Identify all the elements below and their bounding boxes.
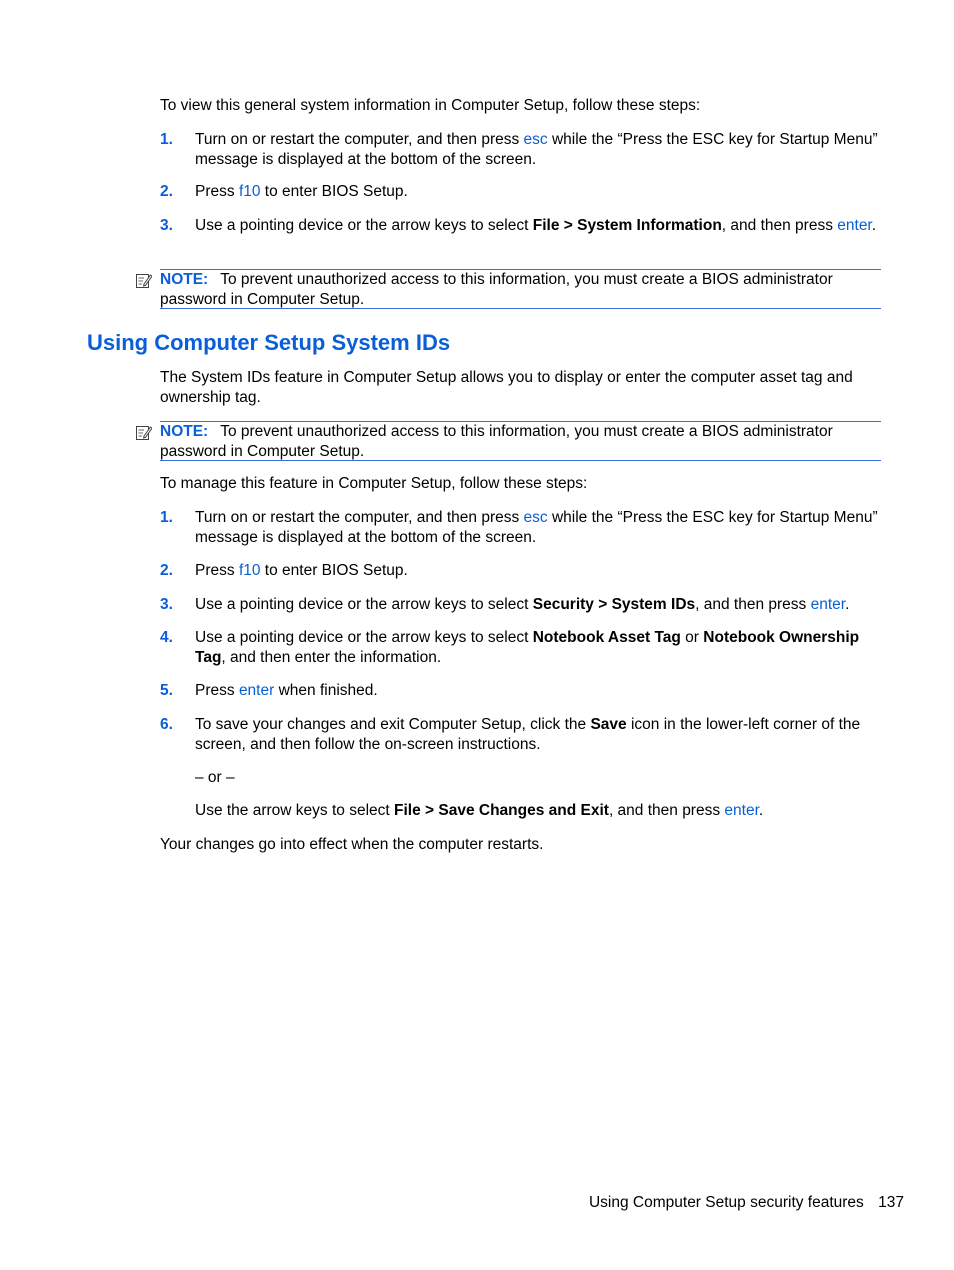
step-text: To save your changes and exit Computer Setup, click the Save icon in the lower-left corner of the screen, and then follow the on-screen instructions. <box>195 716 861 753</box>
closing-paragraph: Your changes go into effect when the computer restarts. <box>160 836 544 853</box>
intro-paragraph: To view this general system information in Computer Setup, follow these steps: <box>160 97 701 114</box>
step-number: 6. <box>160 716 173 733</box>
footer-section-title: Using Computer Setup security features <box>588 1194 864 1211</box>
step-alt-text: Use the arrow keys to select File > Save Changes and Exit, and then press enter. <box>195 802 764 819</box>
key-f10: f10 <box>238 183 261 200</box>
note-text: To prevent unauthorized access to this information, you must create a BIOS administrator password in Computer Setup. <box>160 271 833 308</box>
page-footer <box>589 1193 904 1213</box>
note-label: NOTE: <box>160 271 209 288</box>
page-number: 137 <box>878 1194 904 1211</box>
step-text: Turn on or restart the computer, and then press esc while the “Press the ESC key for Startup Menu” message is displayed at the bottom of the screen. <box>195 509 878 546</box>
note-pencil-icon <box>136 272 152 289</box>
key-enter: enter <box>837 217 872 234</box>
step-text: Press f10 to enter BIOS Setup. <box>195 183 408 200</box>
note-box <box>160 421 881 461</box>
step-text: Use a pointing device or the arrow keys to select File > System Information, and then press enter. <box>195 217 877 234</box>
key-enter: enter <box>810 596 846 613</box>
note-pencil-icon <box>136 424 152 441</box>
step-number: 1. <box>160 509 173 526</box>
step-number: 2. <box>160 183 173 200</box>
step-text: Press f10 to enter BIOS Setup. <box>195 562 408 579</box>
or-separator: – or – <box>195 769 235 786</box>
step-number: 4. <box>160 629 173 646</box>
key-esc: esc <box>523 131 548 148</box>
step-text: Use a pointing device or the arrow keys to select Notebook Asset Tag or Notebook Ownership Tag, and then enter the information. <box>195 629 860 666</box>
step-text: Use a pointing device or the arrow keys to select Security > System IDs, and then press enter. <box>195 596 850 613</box>
step-number: 3. <box>160 217 173 234</box>
step-number: 1. <box>160 131 173 148</box>
key-enter: enter <box>724 802 759 819</box>
step-number: 2. <box>160 562 173 579</box>
note-label: NOTE: <box>160 423 209 440</box>
sysids-intro-paragraph: The System IDs feature in Computer Setup allows you to display or enter the computer asset tag and ownership tag. <box>160 369 853 406</box>
step-text: Press enter when finished. <box>195 682 378 699</box>
manage-intro-paragraph: To manage this feature in Computer Setup, follow these steps: <box>160 475 588 492</box>
key-f10: f10 <box>238 562 261 579</box>
note-box <box>160 269 881 309</box>
step-number: 5. <box>160 682 173 699</box>
step-text: Turn on or restart the computer, and then press esc while the “Press the ESC key for Startup Menu” message is displayed at the bottom of the screen. <box>195 131 878 168</box>
key-enter: enter <box>238 682 275 699</box>
section-heading: Using Computer Setup System IDs <box>87 330 451 355</box>
step-number: 3. <box>160 596 173 613</box>
note-text: To prevent unauthorized access to this information, you must create a BIOS administrator password in Computer Setup. <box>160 423 833 460</box>
key-esc: esc <box>523 509 548 526</box>
